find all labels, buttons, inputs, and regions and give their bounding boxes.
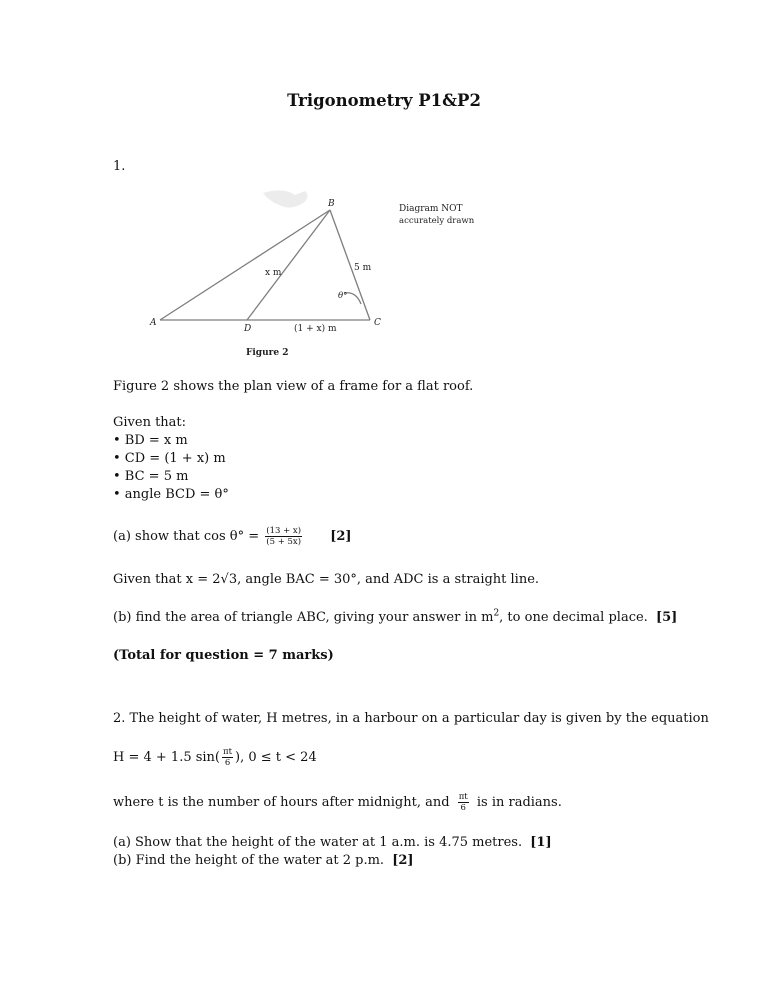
- where-suffix: is in radians.: [476, 795, 562, 810]
- label-angle: θ°: [338, 291, 348, 301]
- given-heading: Given that:: [113, 415, 187, 430]
- question-1-given-2: Given that x = 2√3, angle BAC = 30°, and ADC is a straight line.: [113, 572, 540, 587]
- given-bullet-2: • CD = (1 + x) m: [113, 451, 226, 466]
- figure-caption: Figure 2: [246, 348, 289, 358]
- diagram-note-line1: Diagram NOT: [399, 204, 463, 214]
- diagram-note-line2: accurately drawn: [399, 216, 475, 226]
- equation-denominator: 6: [224, 758, 231, 768]
- fraction-numerator: (13 + x): [266, 526, 302, 536]
- label-B: B: [328, 199, 335, 209]
- question-2-intro: 2. The height of water, H metres, in a harbour on a particular day is given by the equation: [113, 711, 709, 726]
- equation-prefix: H = 4 + 1.5 sin(: [113, 750, 221, 765]
- where-numerator: πt: [458, 792, 468, 802]
- where-denominator: 6: [460, 803, 466, 813]
- part-a-marks: [2]: [330, 529, 352, 544]
- given-bullet-4: • angle BCD = θ°: [113, 487, 229, 502]
- question-2-part-b: [113, 852, 414, 870]
- equation-numerator: πt: [223, 747, 233, 757]
- side-BD: [247, 210, 330, 320]
- question-2-part-a: [113, 834, 552, 852]
- question-1-intro: Figure 2 shows the plan view of a frame for a flat roof.: [113, 379, 474, 394]
- q2-part-b-marks: [2]: [392, 853, 414, 868]
- part-b-rest: , to one decimal place.: [499, 610, 648, 625]
- cos-fraction: [265, 526, 302, 547]
- label-DC: (1 + x) m: [294, 324, 337, 334]
- question-2-where: [113, 792, 562, 813]
- side-AB: [160, 210, 330, 320]
- q2-part-b-text: (b) Find the height of the water at 2 p.m.: [113, 853, 385, 868]
- question-2-equation: [113, 747, 317, 768]
- question-1-total: (Total for question = 7 marks): [113, 648, 334, 663]
- given-bullet-1: • BD = x m: [113, 433, 188, 448]
- label-D: D: [244, 324, 252, 334]
- page-title: Trigonometry P1&P2: [287, 91, 481, 110]
- figure-2-diagram: [145, 185, 485, 365]
- question-1-part-b: [113, 609, 677, 627]
- equation-suffix: ), 0 ≤ t < 24: [235, 750, 317, 765]
- label-BD: x m: [265, 268, 282, 278]
- part-b-marks: [5]: [655, 610, 678, 625]
- question-1-number: 1.: [113, 159, 126, 174]
- part-a-text: (a) show that cos θ° =: [113, 529, 260, 544]
- question-1-part-a: [113, 526, 352, 547]
- q2-part-a-text: (a) Show that the height of the water at 1 a.m. is 4.75 metres.: [113, 835, 523, 850]
- equation-fraction: [222, 747, 233, 768]
- label-BC: 5 m: [354, 263, 372, 273]
- part-b-superscript: 2: [493, 608, 500, 619]
- where-prefix: where t is the number of hours after midnight, and: [113, 795, 450, 810]
- faint-smudge: [263, 190, 308, 207]
- part-b-text: (b) find the area of triangle ABC, giving your answer in m: [113, 610, 494, 625]
- where-fraction: [458, 792, 469, 813]
- fraction-denominator: (5 + 5x): [266, 537, 302, 547]
- given-bullet-3: • BC = 5 m: [113, 469, 189, 484]
- label-A: A: [150, 318, 157, 328]
- q2-part-a-marks: [1]: [530, 835, 552, 850]
- label-C: C: [374, 318, 381, 328]
